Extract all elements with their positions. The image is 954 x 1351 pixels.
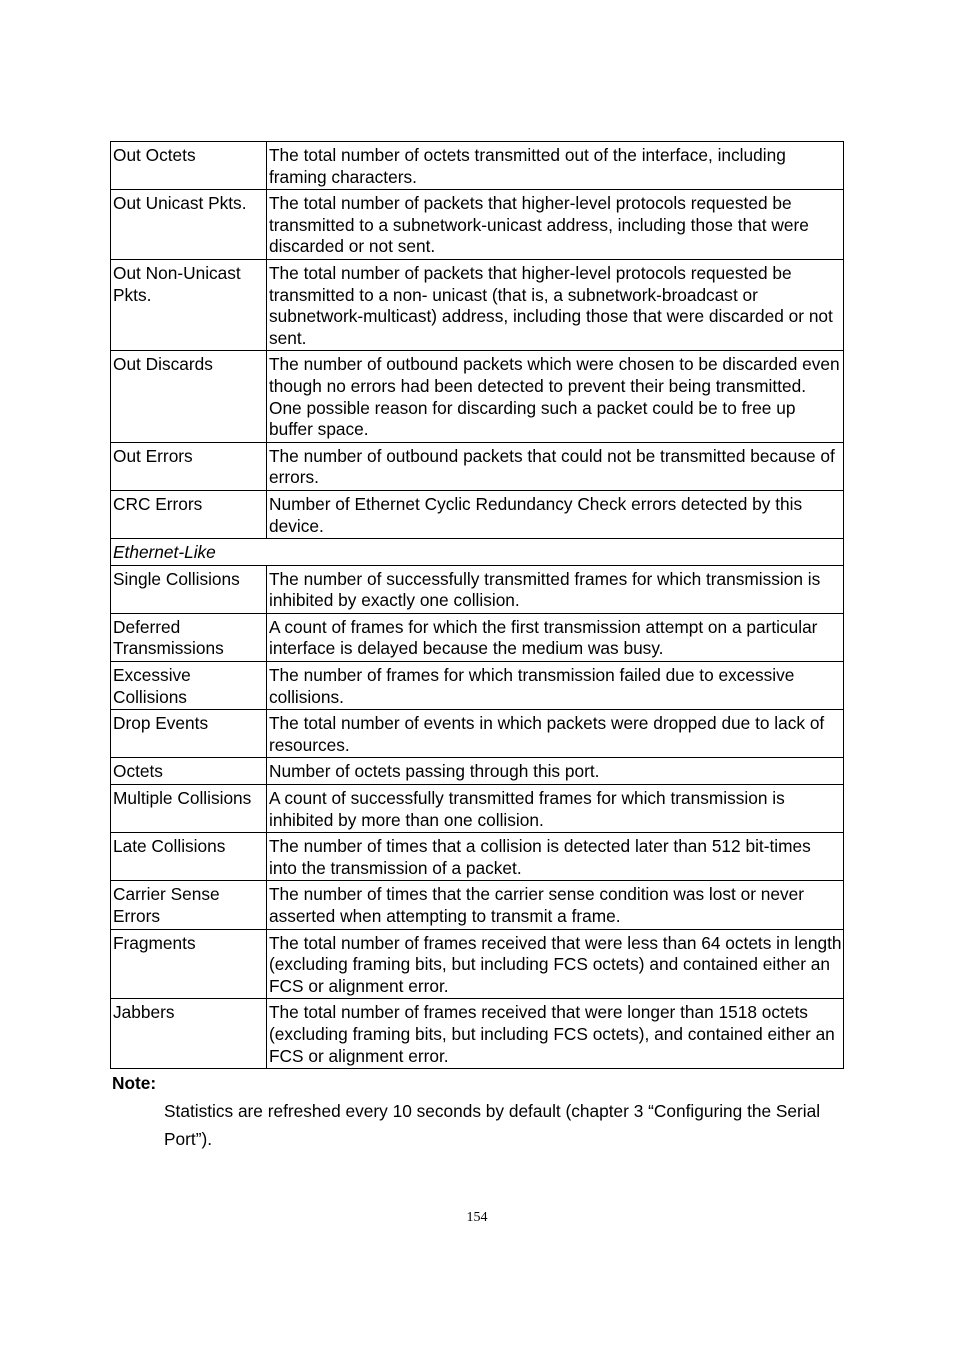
field-name: Out Unicast Pkts. — [111, 190, 267, 260]
field-description: A count of successfully transmitted frames for which transmission is inhibited by more than one collision. — [267, 785, 844, 833]
table-row — [111, 490, 844, 538]
table-row — [111, 710, 844, 758]
field-name: Octets — [111, 758, 267, 785]
field-name: Jabbers — [111, 999, 267, 1069]
field-name: Fragments — [111, 929, 267, 999]
note-heading: Note: — [112, 1073, 157, 1093]
field-name: Multiple Collisions — [111, 785, 267, 833]
table-row — [111, 999, 844, 1069]
table-row — [111, 662, 844, 710]
table-row — [111, 613, 844, 661]
field-description: The total number of frames received that were longer than 1518 octets (excluding framing bits, but including FCS octets), and contained either an FCS or alignment error. — [267, 999, 844, 1069]
note-text: Statistics are refreshed every 10 seconds by default (chapter 3 “Configuring the Serial Port”). — [164, 1101, 821, 1149]
table-row — [111, 833, 844, 881]
field-description: The total number of frames received that were less than 64 octets in length (excluding framing bits, but including FCS octets) and contained either an FCS or alignment error. — [267, 929, 844, 999]
field-name: CRC Errors — [111, 490, 267, 538]
table-row — [111, 565, 844, 613]
field-name: Carrier Sense Errors — [111, 881, 267, 929]
field-name: Out Discards — [111, 351, 267, 442]
field-name: Drop Events — [111, 710, 267, 758]
field-description: A count of frames for which the first transmission attempt on a particular interface is delayed because the medium was busy. — [267, 613, 844, 661]
field-description: The total number of packets that higher-level protocols requested be transmitted to a non- unicast (that is, a subnetwork-broadcast or subnetwork-multicast) address, including those that were discarded or not sent. — [267, 259, 844, 350]
field-description: The total number of events in which packets were dropped due to lack of resources. — [267, 710, 844, 758]
page-number: 154 — [466, 1210, 488, 1225]
field-description: The number of outbound packets that could not be transmitted because of errors. — [267, 442, 844, 490]
field-name: Out Non-Unicast Pkts. — [111, 259, 267, 350]
field-description: The number of frames for which transmission failed due to excessive collisions. — [267, 662, 844, 710]
field-description: The total number of octets transmitted out of the interface, including framing characters. — [267, 142, 844, 190]
field-description: The total number of packets that higher-level protocols requested be transmitted to a subnetwork-unicast address, including those that were discarded or not sent. — [267, 190, 844, 260]
field-description: The number of outbound packets which were chosen to be discarded even though no errors had been detected to prevent their being transmitted. One possible reason for discarding such a packet could be to free up buffer space. — [267, 351, 844, 442]
field-description: Number of Ethernet Cyclic Redundancy Check errors detected by this device. — [267, 490, 844, 538]
field-description: The number of times that the carrier sense condition was lost or never asserted when attempting to transmit a frame. — [267, 881, 844, 929]
table-row — [111, 142, 844, 190]
table-row — [111, 929, 844, 999]
section-row — [111, 539, 844, 566]
field-name: Excessive Collisions — [111, 662, 267, 710]
table-row — [111, 785, 844, 833]
field-name: Deferred Transmissions — [111, 613, 267, 661]
field-name: Late Collisions — [111, 833, 267, 881]
statistics-table — [110, 141, 844, 1069]
table-row — [111, 190, 844, 260]
field-description: The number of successfully transmitted frames for which transmission is inhibited by exactly one collision. — [267, 565, 844, 613]
table-row — [111, 881, 844, 929]
table-row — [111, 259, 844, 350]
field-name: Out Errors — [111, 442, 267, 490]
table-row — [111, 351, 844, 442]
field-description: The number of times that a collision is detected later than 512 bit-times into the transmission of a packet. — [267, 833, 844, 881]
field-description: Number of octets passing through this port. — [267, 758, 844, 785]
field-name: Out Octets — [111, 142, 267, 190]
section-label: Ethernet-Like — [111, 539, 844, 566]
table-row — [111, 758, 844, 785]
table-row — [111, 442, 844, 490]
field-name: Single Collisions — [111, 565, 267, 613]
